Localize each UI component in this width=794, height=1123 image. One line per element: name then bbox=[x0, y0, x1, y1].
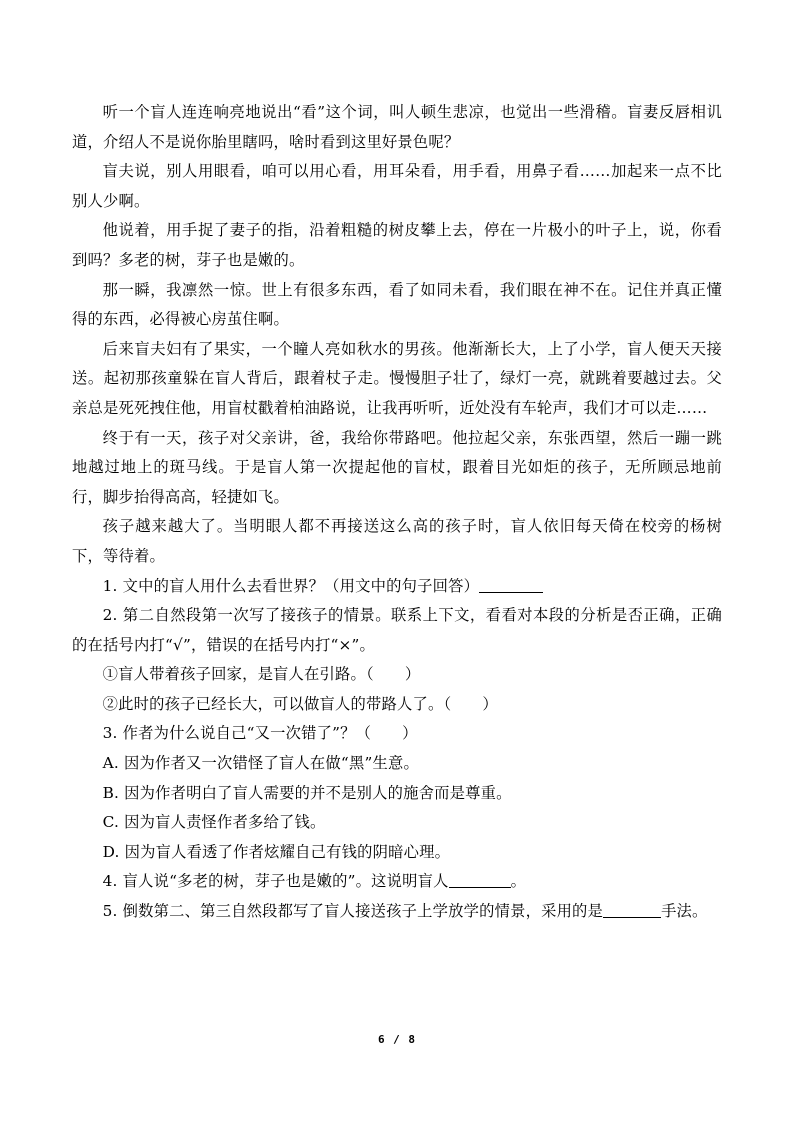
question-1 bbox=[72, 572, 722, 602]
passage-paragraph-5: 后来盲夫妇有了果实，一个瞳人亮如秋水的男孩。他渐渐长大，上了小学，盲人便天天接送。起初那孩童躲在盲人背后，跟着杖子走。慢慢胆子壮了，绿灯一亮，就跳着要越过去。父亲总是死死拽住他，用盲杖戳着柏油路说，让我再听听，近处没有车轮声，我们才可以走…… bbox=[72, 339, 722, 417]
passage-paragraph-3: 他说着，用手捉了妻子的指，沿着粗糙的树皮攀上去，停在一片极小的叶子上，说，你看到吗？多老的树，芽子也是嫩的。 bbox=[72, 221, 722, 269]
question-2-item-2: ②此时的孩子已经长大，可以做盲人的带路人了。（ ） bbox=[102, 694, 498, 713]
question-4-end: 。 bbox=[510, 872, 527, 891]
passage-paragraph-1: 听一个盲人连连响亮地说出“看”这个词，叫人顿生悲凉，也觉出一些滑稽。盲妻反唇相讥道，介绍人不是说你胎里瞎吗，啥时看到这里好景色呢？ bbox=[72, 103, 722, 151]
question-1-text: 1. 文中的盲人用什么去看世界？（用文中的句子回答） bbox=[102, 576, 480, 595]
answer-blank-4[interactable] bbox=[449, 872, 511, 888]
document-body bbox=[72, 98, 722, 927]
question-5 bbox=[72, 897, 722, 927]
question-5-text: 5. 倒数第二、第三自然段都写了盲人接送孩子上学放学的情景，采用的是 bbox=[102, 902, 604, 921]
question-3: 3. 作者为什么说自己“又一次错了”？（ ） bbox=[102, 724, 418, 743]
question-4 bbox=[72, 867, 722, 897]
passage-paragraph-4: 那一瞬，我凛然一惊。世上有很多东西，看了如同未看，我们眼在神不在。记住并真正懂得的东西，必得被心房茧住啊。 bbox=[72, 280, 722, 329]
question-4-text: 4. 盲人说“多老的树，芽子也是嫩的”。这说明盲人 bbox=[102, 872, 449, 891]
passage-paragraph-2: 盲夫说，别人用眼看，咱可以用心看，用耳朵看，用手看，用鼻子看……加起来一点不比别人少啊。 bbox=[72, 162, 722, 210]
answer-blank-1[interactable] bbox=[479, 576, 543, 592]
question-2-item-1: ①盲人带着孩子回家，是盲人在引路。（ ） bbox=[102, 665, 421, 684]
question-2: 2. 第二自然段第一次写了接孩子的情景。联系上下文，看看对本段的分析是否正确，正确的在括号内打“√”，错误的在括号内打“×”。 bbox=[72, 606, 722, 654]
question-3-option-d: D. 因为盲人看透了作者炫耀自己有钱的阴暗心理。 bbox=[102, 842, 451, 861]
passage-paragraph-6: 终于有一天，孩子对父亲讲，爸，我给你带路吧。他拉起父亲，东张西望，然后一蹦一跳地越过地上的斑马线。于是盲人第一次提起他的盲杖，跟着目光如炬的孩子，无所顾忌地前行，脚步抬得高高，轻捷如飞。 bbox=[72, 428, 722, 506]
question-5-end: 手法。 bbox=[661, 902, 708, 921]
question-3-option-a: A. 因为作者又一次错怪了盲人在做“黑”生意。 bbox=[102, 754, 419, 773]
question-3-option-b: B. 因为作者明白了盲人需要的并不是别人的施舍而是尊重。 bbox=[102, 783, 512, 802]
question-3-option-c: C. 因为盲人责怪作者多给了钱。 bbox=[102, 813, 326, 832]
page-number: 6 / 8 bbox=[377, 1033, 417, 1046]
answer-blank-5[interactable] bbox=[603, 902, 661, 918]
passage-paragraph-7: 孩子越来越大了。当明眼人都不再接送这么高的孩子时，盲人依旧每天倚在校旁的杨树下，等待着。 bbox=[72, 517, 722, 565]
